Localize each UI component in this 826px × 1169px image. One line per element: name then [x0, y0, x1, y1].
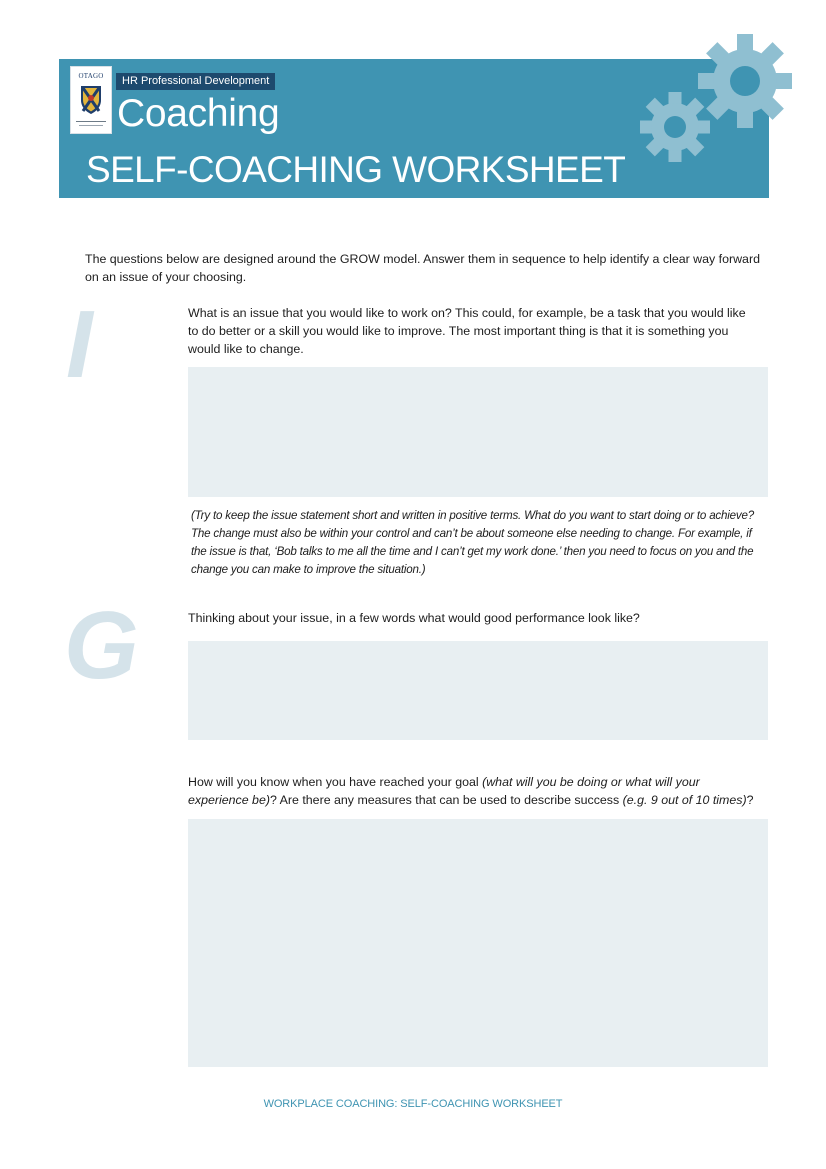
section-letter-g: G [64, 592, 139, 699]
logo-wordmark: OTAGO [78, 72, 104, 80]
goal-answer-box[interactable] [188, 641, 768, 740]
section-letter-i: I [66, 291, 93, 398]
measure-question-aside: (what will you be doing or what will your experience be) [188, 775, 700, 807]
issue-question: What is an issue that you would like to work on? This could, for example, be a task that you would like to do better or a skill you would like to improve. The most important thing is that it is something you would like to change. [188, 306, 746, 356]
issue-answer-box[interactable] [188, 367, 768, 497]
department-label: HR Professional Development [116, 73, 275, 90]
goal-question: Thinking about your issue, in a few words what would good performance look like? [188, 611, 640, 625]
crest-icon [80, 85, 102, 115]
measure-question-example: (e.g. 9 out of 10 times) [622, 793, 747, 807]
page-title: Coaching [117, 92, 280, 135]
page-subtitle: SELF-COACHING WORKSHEET [86, 149, 626, 190]
page-footer: WORKPLACE COACHING: SELF-COACHING WORKSHEET [263, 1098, 563, 1110]
measure-question-text: How will you know when you have reached your goal [188, 775, 483, 789]
measure-question [188, 773, 763, 809]
measure-question-text: ? [746, 793, 754, 807]
logo-motto-line [76, 121, 106, 122]
intro-text: The questions below are designed around the GROW model. Answer them in sequence to help identify a clear way forward on an issue of your choosing. [85, 252, 760, 284]
university-logo [70, 66, 112, 134]
logo-motto-line [79, 125, 103, 126]
measure-question-text: ? Are there any measures that can be used to describe success [269, 793, 623, 807]
issue-note: (Try to keep the issue statement short and written in positive terms. What do you want to start doing or to achieve? The change must also be within your control and can’t be about someone else needing to change. For example, if the issue is that, ‘Bob talks to me all the time and I can’t get my work done.’ then you need to focus on you and the change you can make to improve the situation.) [191, 509, 754, 576]
gear-icon [697, 33, 793, 129]
measure-answer-box[interactable] [188, 819, 768, 1067]
gear-icon [639, 91, 711, 163]
